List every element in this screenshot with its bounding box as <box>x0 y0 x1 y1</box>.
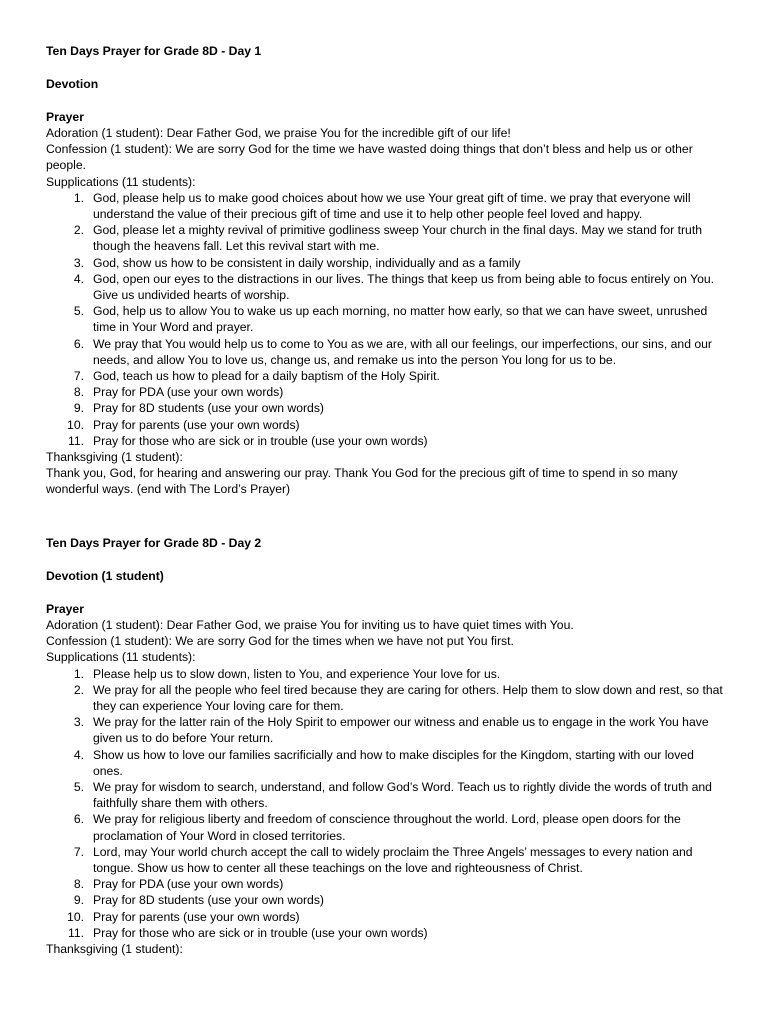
day-1-section <box>46 43 726 498</box>
list-item: 8. Pray for PDA (use your own words) <box>46 384 726 400</box>
list-item: 11. Pray for those who are sick or in trouble (use your own words) <box>46 925 726 941</box>
thanksgiving-text: Thank you, God, for hearing and answering our pray. Thank You God for the precious gift of time to spend in so many wonderful ways. (end with The Lord’s Prayer) <box>46 466 678 497</box>
supplication-text: Pray for those who are sick or in trouble (use your own words) <box>93 433 428 448</box>
supplication-text: God, please let a mighty revival of primitive godliness sweep Your church in the final days. May we stand for truth though the heavens fall. Let this revival start with me. <box>93 223 703 254</box>
list-item: 2. We pray for all the people who feel tired because they are caring for others. Help them to slow down and rest, so that they can experience Your loving care for them. <box>46 682 726 714</box>
prayer-heading: Prayer <box>46 110 84 124</box>
supplication-text: We pray for all the people who feel tired because they are caring for others. Help them to slow down and rest, so that they can experience Your loving care for them. <box>93 682 723 714</box>
list-item: 7. God, teach us how to plead for a daily baptism of the Holy Spirit. <box>46 368 726 384</box>
confession-text: Confession (1 student): We are sorry God for the time we have wasted doing things that don’t bless and help us or other people. <box>46 142 693 173</box>
supplication-text: Please help us to slow down, listen to You, and experience Your love for us. <box>93 666 501 681</box>
list-item: 2. God, please let a mighty revival of primitive godliness sweep Your church in the final days. May we stand for truth though the heavens fall. Let this revival start with me. <box>46 222 726 254</box>
supplication-text: Pray for parents (use your own words) <box>93 417 300 432</box>
list-item: 1. Please help us to slow down, listen to You, and experience Your love for us. <box>46 666 726 682</box>
list-item: 1. God, please help us to make good choices about how we use Your great gift of time. we pray that everyone will understand the value of their precious gift of time and use it to help other people feel loved and happy. <box>46 190 726 222</box>
adoration-text: Adoration (1 student): Dear Father God, we praise You for inviting us to have quiet times with You. <box>46 618 574 632</box>
supplication-text: God, help us to allow You to wake us up each morning, no matter how early, so that we can have sweet, unrushed time in Your Word and prayer. <box>93 304 708 335</box>
thanksgiving-label: Thanksgiving (1 student): <box>46 450 183 465</box>
supplication-text: We pray for religious liberty and freedom of conscience throughout the world. Lord, please open doors for the proclamation of Your Word in closed territories. <box>93 812 681 843</box>
supplication-text: Pray for PDA (use your own words) <box>93 385 284 400</box>
list-item: 4. Show us how to love our families sacrificially and how to make disciples for the Kingdom, starting with our loved ones. <box>46 747 726 779</box>
supplications-list <box>46 190 726 449</box>
list-item: 9. Pray for 8D students (use your own words) <box>46 400 726 416</box>
list-item: 4. God, open our eyes to the distractions in our lives. The things that keep us from being able to focus entirely on You. Give us undivided hearts of worship. <box>46 271 726 303</box>
prayer-heading: Prayer <box>46 602 84 616</box>
list-item: 10. Pray for parents (use your own words) <box>46 909 726 925</box>
list-item: 11. Pray for those who are sick or in trouble (use your own words) <box>46 433 726 449</box>
devotion-heading: Devotion (1 student) <box>46 569 164 583</box>
supplication-text: Pray for PDA (use your own words) <box>93 877 284 892</box>
adoration-text: Adoration (1 student): Dear Father God, we praise You for the incredible gift of our life! <box>46 126 511 140</box>
list-item: 5. We pray for wisdom to search, understand, and follow God’s Word. Teach us to rightly divide the words of truth and faithfully share them with others. <box>46 779 726 811</box>
list-item: 3. God, show us how to be consistent in daily worship, individually and as a family <box>46 255 726 271</box>
day-2-section <box>46 535 726 957</box>
list-item: 7. Lord, may Your world church accept the call to widely proclaim the Three Angels’ messages to every nation and tongue. Show us how to center all these teachings on the love and righteousness of Christ. <box>46 844 726 876</box>
supplications-list <box>46 666 726 941</box>
devotion-heading: Devotion <box>46 77 99 91</box>
supplication-text: God, open our eyes to the distractions in our lives. The things that keep us from being able to focus entirely on You. Give us undivided hearts of worship. <box>93 271 715 303</box>
thanksgiving-label: Thanksgiving (1 student): <box>46 942 183 957</box>
supplication-text: We pray for wisdom to search, understand, and follow God’s Word. Teach us to rightly divide the words of truth and faithfully share them with others. <box>93 780 712 811</box>
list-item: 8. Pray for PDA (use your own words) <box>46 876 726 892</box>
list-item: 10. Pray for parents (use your own words) <box>46 417 726 433</box>
supplication-text: Lord, may Your world church accept the call to widely proclaim the Three Angels’ messages to every nation and tongue. Show us how to center all these teachings on the love and righteousness of Christ. <box>93 844 693 876</box>
supplication-text: Pray for 8D students (use your own words) <box>93 401 324 416</box>
supplication-text: God, teach us how to plead for a daily baptism of the Holy Spirit. <box>93 369 440 384</box>
supplication-text: Pray for those who are sick or in trouble (use your own words) <box>93 925 428 940</box>
supplication-text: We pray that You would help us to come to You as we are, with all our feelings, our imperfections, our sins, and our needs, and allow You to love us, change us, and remake us into the person You long for us to be. <box>93 336 712 367</box>
supplication-text: We pray for the latter rain of the Holy Spirit to empower our witness and enable us to engage in the work You have given us to do before Your return. <box>93 715 709 746</box>
supplication-text: Pray for parents (use your own words) <box>93 909 300 924</box>
day-title: Ten Days Prayer for Grade 8D - Day 2 <box>46 536 262 550</box>
list-item: 6. We pray for religious liberty and freedom of conscience throughout the world. Lord, please open doors for the proclamation of Your Word in closed territories. <box>46 811 726 843</box>
confession-text: Confession (1 student): We are sorry God for the times when we have not put You first. <box>46 634 514 649</box>
supplication-text: God, please help us to make good choices about how we use Your great gift of time. we pray that everyone will understand the value of their precious gift of time and use it to help other people feel loved and happy. <box>93 190 691 222</box>
supplication-text: Show us how to love our families sacrificially and how to make disciples for the Kingdom, starting with our loved ones. <box>93 747 694 778</box>
list-item: 6. We pray that You would help us to come to You as we are, with all our feelings, our imperfections, our sins, and our needs, and allow You to love us, change us, and remake us into the person You long for us to be. <box>46 336 726 368</box>
list-item: 3. We pray for the latter rain of the Holy Spirit to empower our witness and enable us to engage in the work You have given us to do before Your return. <box>46 714 726 746</box>
list-item: 9. Pray for 8D students (use your own words) <box>46 892 726 908</box>
list-item: 5. God, help us to allow You to wake us up each morning, no matter how early, so that we can have sweet, unrushed time in Your Word and prayer. <box>46 303 726 335</box>
supplications-label: Supplications (11 students): <box>46 174 196 189</box>
day-title: Ten Days Prayer for Grade 8D - Day 1 <box>46 44 262 58</box>
supplication-text: God, show us how to be consistent in daily worship, individually and as a family <box>93 255 521 270</box>
supplication-text: Pray for 8D students (use your own words) <box>93 893 324 908</box>
supplications-label: Supplications (11 students): <box>46 650 196 665</box>
